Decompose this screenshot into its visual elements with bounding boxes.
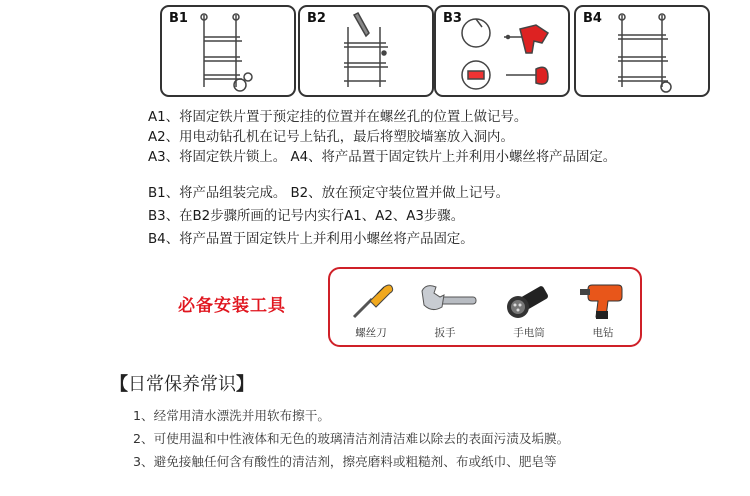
drilling-illustration-icon	[436, 7, 568, 95]
drill-icon	[578, 277, 628, 323]
wrench-icon	[420, 277, 480, 323]
care-bracket-left: 【	[110, 374, 128, 395]
instruction-a3-a4: A3、将固定铁片锁上。 A4、将产品置于固定铁片上并利用小螺丝将产品固定。	[148, 150, 617, 165]
tools-title: 必备安装工具	[178, 296, 286, 316]
shelf-illustration-icon	[162, 7, 294, 95]
care-line-2: 2、可使用温和中性液体和无色的玻璃清洁剂清洁难以除去的表面污渍及垢膜。	[133, 431, 570, 446]
instruction-b4: B4、将产品置于固定铁片上并利用小螺丝将产品固定。	[148, 232, 474, 247]
shelf-marking-illustration-icon	[300, 7, 432, 95]
screwdriver-icon	[346, 277, 396, 323]
step-panel-b2	[298, 5, 434, 97]
tool-label: 手电筒	[513, 327, 545, 339]
tool-flashlight	[494, 269, 564, 345]
step-panel-b3	[434, 5, 570, 97]
care-title-text: 日常保养常识	[128, 374, 236, 395]
flashlight-icon	[504, 277, 554, 323]
instruction-b1-b2: B1、将产品组装完成。 B2、放在预定守装位置并做上记号。	[148, 186, 510, 201]
care-line-3: 3、避免接触任何含有酸性的清洁剂，擦亮磨料或粗糙剂、布或纸巾、肥皂等	[133, 454, 557, 469]
tool-wrench	[410, 269, 480, 345]
tool-label: 扳手	[434, 327, 456, 339]
instruction-a2: A2、用电动钻孔机在记号上钻孔，最后将塑胶墙塞放入洞内。	[148, 130, 514, 145]
shelf-mounted-illustration-icon	[576, 7, 708, 95]
instruction-a1: A1、将固定铁片置于预定挂的位置并在螺丝孔的位置上做记号。	[148, 110, 528, 125]
care-section-title	[110, 370, 254, 396]
step-label: B4	[583, 11, 602, 26]
step-label: B3	[443, 11, 462, 26]
step-label: B1	[169, 11, 188, 26]
step-panel-b1	[160, 5, 296, 97]
tools-panel	[328, 267, 642, 347]
tool-label: 螺丝刀	[355, 327, 387, 339]
care-bracket-right: 】	[236, 374, 254, 395]
tool-drill	[568, 269, 638, 345]
tool-label: 电钻	[592, 327, 614, 339]
step-panel-b4	[574, 5, 710, 97]
step-label: B2	[307, 11, 326, 26]
instruction-b3: B3、在B2步骤所画的记号内实行A1、A2、A3步骤。	[148, 209, 465, 224]
care-line-1: 1、经常用清水漂洗并用软布擦干。	[133, 408, 330, 423]
tool-screwdriver	[336, 269, 406, 345]
